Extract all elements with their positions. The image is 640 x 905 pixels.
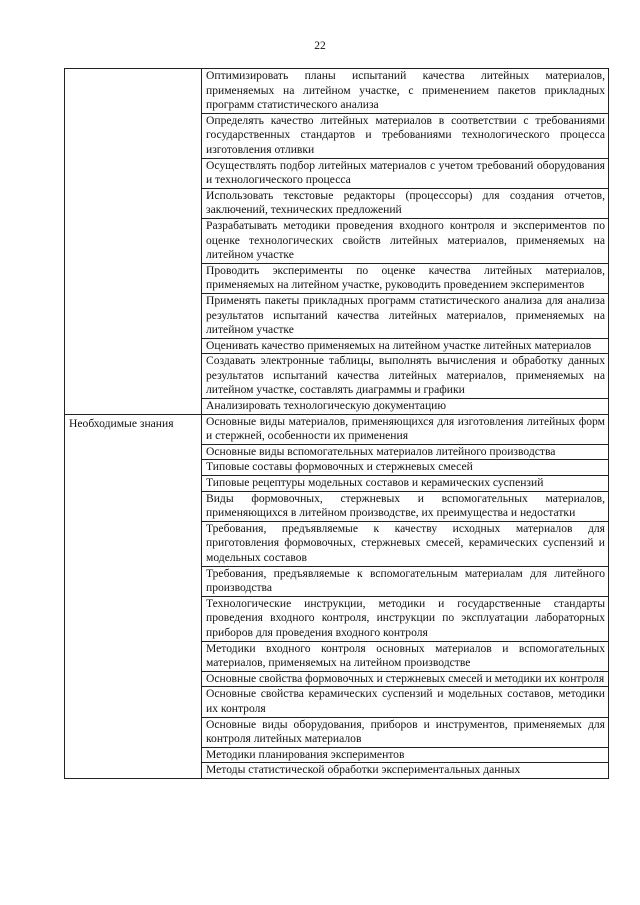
skill-item: Оптимизировать планы испытаний качества литейных материалов, применяемых на литейном участке, с применением пакетов прикладных программ статистического анализа: [202, 69, 609, 114]
page-number: 22: [314, 40, 326, 52]
table-row: [65, 69, 609, 114]
table-row: [65, 414, 609, 444]
skill-item: Создавать электронные таблицы, выполнять вычисления и обработку данных результатов испытаний качества литейных материалов, применяемых на литейном участке, составлять диаграммы и графики: [202, 354, 609, 399]
knowledge-item: Технологические инструкции, методики и государственные стандарты проведения входного контроля, инструкции по эксплуатации лабораторных приборов для проведения входного контроля: [202, 596, 609, 641]
requirements-table: [64, 68, 609, 779]
knowledge-item: Основные виды оборудования, приборов и инструментов, применяемых для контроля литейных материалов: [202, 717, 609, 747]
section-label: [69, 69, 198, 71]
knowledge-item: Типовые рецептуры модельных составов и керамических суспензий: [202, 476, 609, 492]
skill-item: Проводить эксперименты по оценке качества литейных материалов, применяемых на литейном участке, руководить проведением экспериментов: [202, 263, 609, 293]
section-label-knowledge: Необходимые знания: [69, 416, 174, 430]
knowledge-item: Требования, предъявляемые к вспомогательным материалам для литейного производства: [202, 566, 609, 596]
knowledge-item: Требования, предъявляемые к качеству исходных материалов для приготовления формовочных, стержневых смесей, керамических суспензий и модельных составов: [202, 521, 609, 566]
knowledge-item: Основные свойства формовочных и стержневых смесей и методики их контроля: [202, 671, 609, 687]
skill-item: Оценивать качество применяемых на литейном участке литейных материалов: [202, 338, 609, 354]
knowledge-item: Методики планирования экспериментов: [202, 747, 609, 763]
skill-item: Определять качество литейных материалов в соответствии с требованиями государственных стандартов и требованиями технологического процесса изготовления отливки: [202, 113, 609, 158]
skill-item: Использовать текстовые редакторы (процессоры) для создания отчетов, заключений, технических предложений: [202, 188, 609, 218]
knowledge-item: Основные виды материалов, применяющихся для изготовления литейных форм и стержней, особенности их применения: [202, 414, 609, 444]
skill-item: Осуществлять подбор литейных материалов с учетом требований оборудования и технологического процесса: [202, 158, 609, 188]
skill-item: Применять пакеты прикладных программ статистического анализа для анализа результатов испытаний качества литейных материалов, применяемых на литейном участке: [202, 293, 609, 338]
knowledge-item: Методики входного контроля основных материалов и вспомогательных материалов, применяемых на литейном производстве: [202, 641, 609, 671]
knowledge-item: Виды формовочных, стержневых и вспомогательных материалов, применяющихся в литейном производстве, их преимущества и недостатки: [202, 491, 609, 521]
knowledge-item: Типовые составы формовочных и стержневых смесей: [202, 460, 609, 476]
knowledge-item: Методы статистической обработки экспериментальных данных: [202, 763, 609, 779]
knowledge-item: Основные свойства керамических суспензий и модельных составов, методики их контроля: [202, 687, 609, 717]
skill-item: Разрабатывать методики проведения входного контроля и экспериментов по оценке технологических свойств литейных материалов, применяемых на литейном участке: [202, 218, 609, 263]
section-label-cell: [65, 69, 202, 415]
section-label-cell: [65, 414, 202, 778]
knowledge-item: Основные виды вспомогательных материалов литейного производства: [202, 444, 609, 460]
skill-item: Анализировать технологическую документацию: [202, 399, 609, 415]
